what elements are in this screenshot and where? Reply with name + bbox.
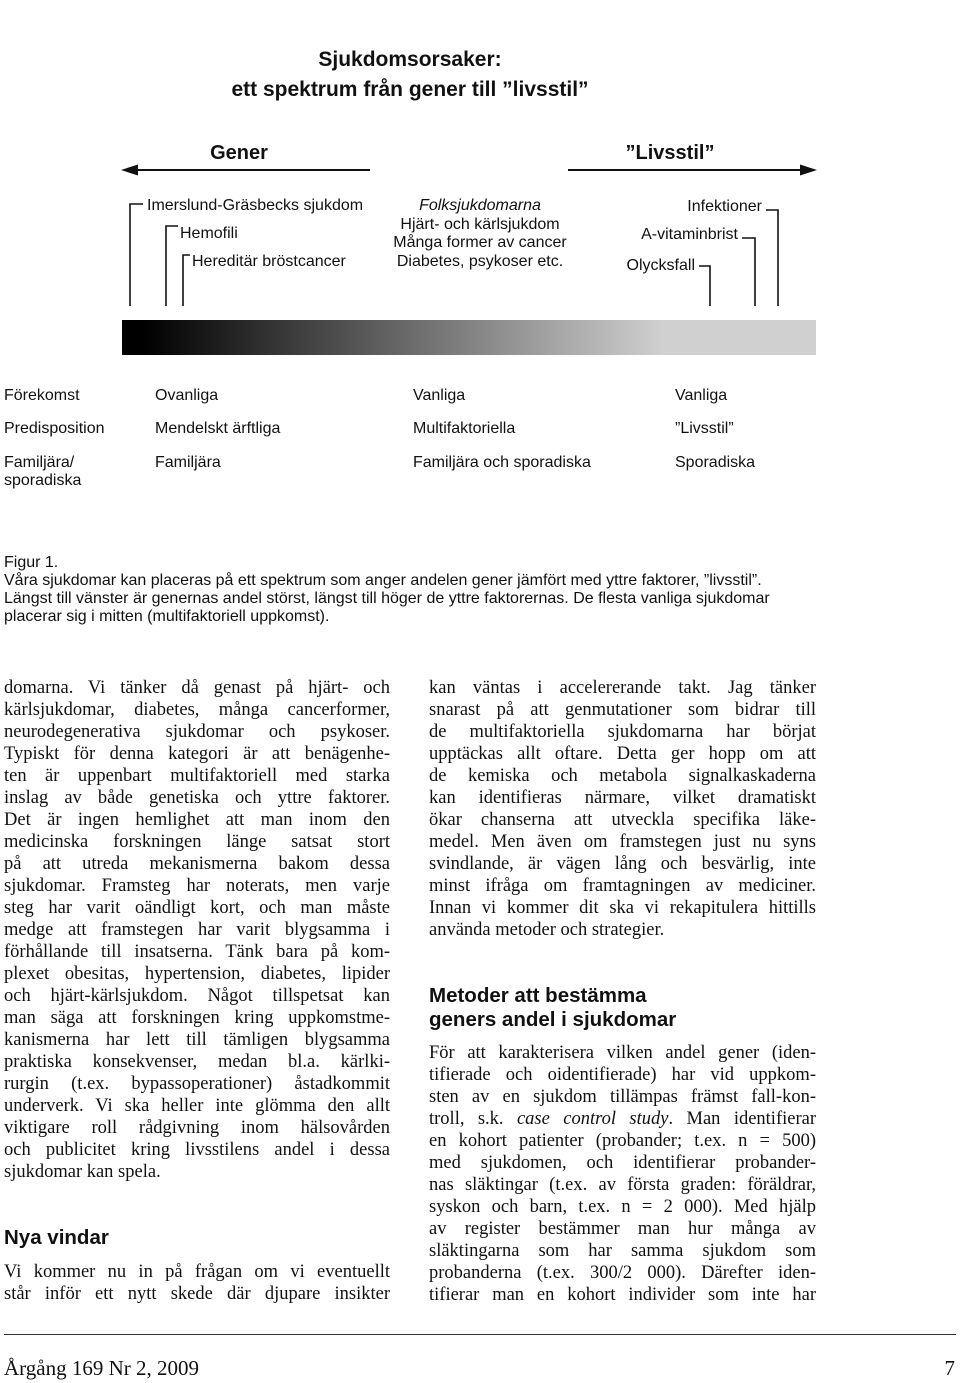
body-text-line: rurgin (t.ex. bypassoperationer) åstadkommit bbox=[4, 1074, 390, 1094]
disease-label-hemofili: Hemofili bbox=[180, 225, 238, 242]
bracket-infektioner bbox=[766, 210, 778, 306]
disease-label-imerslund: Imerslund-Gräsbecks sjukdom bbox=[147, 197, 364, 214]
disease-label-olycksfall: Olycksfall bbox=[626, 257, 695, 274]
bracket-imerslund bbox=[130, 204, 143, 306]
body-text-line: Vi kommer nu in på frågan om vi eventuellt bbox=[4, 1262, 390, 1282]
body-text-line: neurodegenerativa sjukdomar och psykoser. bbox=[4, 722, 390, 742]
genes-pole-label: Gener bbox=[210, 142, 268, 164]
table-cell: Ovanliga bbox=[155, 387, 219, 404]
body-text-line: förhållande till insatserna. Tänk bara på kom- bbox=[4, 942, 390, 962]
disease-label-hereditary-breast-cancer: Hereditär bröstcancer bbox=[192, 253, 346, 270]
left-column-section-2 bbox=[4, 1261, 390, 1305]
body-text-line: står inför ett nytt skede där djupare insikter bbox=[4, 1284, 390, 1304]
body-text-line: underverk. Vi ska heller inte glömma den allt bbox=[4, 1096, 390, 1116]
body-text-line: steg har varit oändligt kort, och man måste bbox=[4, 898, 390, 918]
italic-term: case control study bbox=[516, 1109, 669, 1129]
body-text-line: Innan vi kommer dit ska vi rekapitulera hittills bbox=[429, 898, 816, 918]
page-number: 7 bbox=[944, 1356, 955, 1380]
body-text-line: probanderna (t.ex. 300/2 000). Därefter iden- bbox=[429, 1263, 816, 1283]
figure-title bbox=[0, 45, 820, 105]
footer-issue: Årgång 169 Nr 2, 2009 bbox=[4, 1356, 200, 1380]
body-text-line: ökar chanserna att utveckla specifika läke- bbox=[429, 810, 816, 830]
body-text-line: och hjärt-kärlsjukdom. Något tillspetsat kan bbox=[4, 986, 390, 1006]
figure-title-line: ett spektrum från gener till ”livsstil” bbox=[231, 78, 589, 101]
spectrum-gradient-bar bbox=[122, 320, 816, 355]
table-cell: Familjära och sporadiska bbox=[413, 454, 591, 471]
body-text-line: och publicitet kring livsstilens andel i dessa bbox=[4, 1140, 390, 1160]
body-text-line: medel. Men även om framstegen just nu syns bbox=[429, 832, 816, 852]
body-text-line: snarast på att genmutationer som bidrar till bbox=[429, 700, 816, 720]
lifestyle-arrow-head bbox=[800, 165, 817, 176]
common-disease-item: Många former av cancer bbox=[393, 234, 567, 252]
lifestyle-arrow bbox=[568, 165, 817, 176]
row-label-line: sporadiska bbox=[4, 472, 82, 489]
figure-caption-line: Längst till vänster är genernas andel störst, längst till höger de yttre faktorernas. De flesta vanliga sjukdomar bbox=[4, 590, 770, 607]
body-text-line: kanismerna har lett till tämligen blygsamma bbox=[4, 1030, 390, 1050]
genes-arrow bbox=[121, 165, 370, 176]
row-label-line: Familjära/ bbox=[4, 454, 75, 471]
body-text-line: sjukdomar. Framsteg har noterats, men varje bbox=[4, 876, 390, 896]
figure-title-line: Sjukdomsorsaker: bbox=[318, 48, 502, 71]
left-column-text bbox=[4, 677, 390, 1183]
body-text-line: domarna. Vi tänker då genast på hjärt- och bbox=[4, 678, 390, 698]
body-text-line: syskon och barn, t.ex. n = 2 000). Med hjälp bbox=[429, 1197, 816, 1217]
section-heading-nya-vindar: Nya vindar bbox=[4, 1226, 109, 1249]
section-heading-line: Metoder att bestämma bbox=[429, 984, 647, 1007]
body-text-line: ten är uppenbart multifaktoriell med starka bbox=[4, 766, 390, 786]
body-text-line: använda metoder och strategier. bbox=[429, 920, 665, 940]
table-cell: ”Livsstil” bbox=[675, 420, 734, 437]
table-cell: Familjära bbox=[155, 454, 221, 471]
table-cell: Multifaktoriella bbox=[413, 420, 516, 437]
body-text-segment: troll, s.k. bbox=[429, 1109, 517, 1129]
body-text-line: medicinska forskningen länge satsat stort bbox=[4, 832, 390, 852]
body-text-line: kan väntas i accelererande takt. Jag tänker bbox=[429, 678, 816, 698]
common-disease-item: Hjärt- och kärlsjukdom bbox=[400, 215, 560, 233]
figure-caption-line: placerar sig i mitten (multifaktoriell uppkomst). bbox=[4, 608, 330, 625]
body-text-line: viktigare roll rådgivning inom hälsovården bbox=[4, 1118, 390, 1138]
bracket-hereditary-breast-cancer bbox=[183, 255, 190, 306]
common-diseases-block bbox=[330, 197, 630, 272]
bracket-a-vitaminbrist bbox=[742, 238, 755, 306]
section-heading-line: geners andel i sjukdomar bbox=[429, 1008, 677, 1031]
body-text-line: minst ifråga om framtagningen av mediciner. bbox=[429, 876, 816, 896]
footer-rule bbox=[4, 1334, 956, 1335]
bracket-hemofili bbox=[166, 226, 178, 306]
body-text-line: en kohort patienter (probander; t.ex. n = 500) bbox=[429, 1131, 816, 1151]
disease-label-a-vitaminbrist: A-vitaminbrist bbox=[641, 226, 738, 243]
body-text-line: Typiskt för denna kategori är att benägenhe- bbox=[4, 744, 390, 764]
body-text-line: de multifaktoriella sjukdomarna har börjat bbox=[429, 722, 816, 742]
body-text-line: man säga att forskningen kring uppkomstme- bbox=[4, 1008, 390, 1028]
body-text-line: med sjukdomen, och identifierar probander- bbox=[429, 1153, 816, 1173]
body-text-line bbox=[429, 1108, 816, 1130]
row-label-forekomst: Förekomst bbox=[4, 387, 80, 404]
body-text-line: tifierar man en kohort individer som inte har bbox=[429, 1285, 816, 1305]
figure-caption-label: Figur 1. bbox=[4, 554, 59, 571]
table-cell: Sporadiska bbox=[675, 454, 756, 471]
table-cell: Mendelskt ärftliga bbox=[155, 420, 281, 437]
disease-label-infektioner: Infektioner bbox=[687, 198, 762, 215]
body-text-line: nas släktingar (t.ex. av första graden: föräldrar, bbox=[429, 1175, 816, 1195]
table-cell: Vanliga bbox=[675, 387, 728, 404]
common-disease-item: Diabetes, psykoser etc. bbox=[396, 253, 564, 271]
body-text-line: de kemiska och metabola signalkaskaderna bbox=[429, 766, 816, 786]
body-text-line: medge att framstegen har varit blygsamma i bbox=[4, 920, 390, 940]
genes-arrow-head bbox=[121, 165, 138, 176]
body-text-line: Det är ingen hemlighet att man inom den bbox=[4, 810, 390, 830]
right-column-section-2 bbox=[429, 1042, 816, 1306]
figure-caption bbox=[4, 554, 770, 626]
body-text-line: kärlsjukdomar, diabetes, många cancerformer, bbox=[4, 700, 390, 720]
table-cell: Vanliga bbox=[413, 387, 466, 404]
body-text-line: svindlande, är vägen lång och besvärlig, inte bbox=[429, 854, 816, 874]
figure-caption-line: Våra sjukdomar kan placeras på ett spektrum som anger andelen gener jämfört med yttre faktorer, ”livsstil”. bbox=[4, 572, 762, 589]
bracket-olycksfall bbox=[699, 266, 710, 306]
right-column-text bbox=[429, 677, 816, 941]
body-text-line: För att karakterisera vilken andel gener (iden- bbox=[429, 1043, 816, 1063]
body-text-line: sten av en sjukdom tillämpas främst fall-kon- bbox=[429, 1087, 816, 1107]
section-heading-metoder bbox=[429, 984, 676, 1032]
body-text-line: upptäckas allt oftare. Detta ger hopp om att bbox=[429, 744, 816, 764]
body-text-line: tifierade och oidentifierade) har vid uppkom- bbox=[429, 1065, 816, 1085]
common-diseases-heading: Folksjukdomarna bbox=[419, 197, 541, 214]
row-label-familjara-sporadiska bbox=[4, 454, 81, 490]
lifestyle-pole-label: ”Livsstil” bbox=[625, 142, 715, 164]
row-label-predisposition: Predisposition bbox=[4, 420, 105, 437]
body-text-line: kan identifieras närmare, vilket dramatiskt bbox=[429, 788, 816, 808]
body-text-line: av register bestämmer man hur många av bbox=[429, 1219, 816, 1239]
body-text-line: praktiska konsekvenser, medan bl.a. kärlki- bbox=[4, 1052, 390, 1072]
body-text-line: sjukdomar kan spela. bbox=[4, 1162, 161, 1182]
body-text-segment: . Man identifierar bbox=[668, 1109, 816, 1129]
body-text-line: släktingarna som har samma sjukdom som bbox=[429, 1241, 816, 1261]
body-text-line: inslag av både genetiska och yttre faktorer. bbox=[4, 788, 390, 808]
body-text-line: plexet obesitas, hypertension, diabetes, lipider bbox=[4, 964, 390, 984]
body-text-line: på att utreda mekanismerna bakom dessa bbox=[4, 854, 390, 874]
